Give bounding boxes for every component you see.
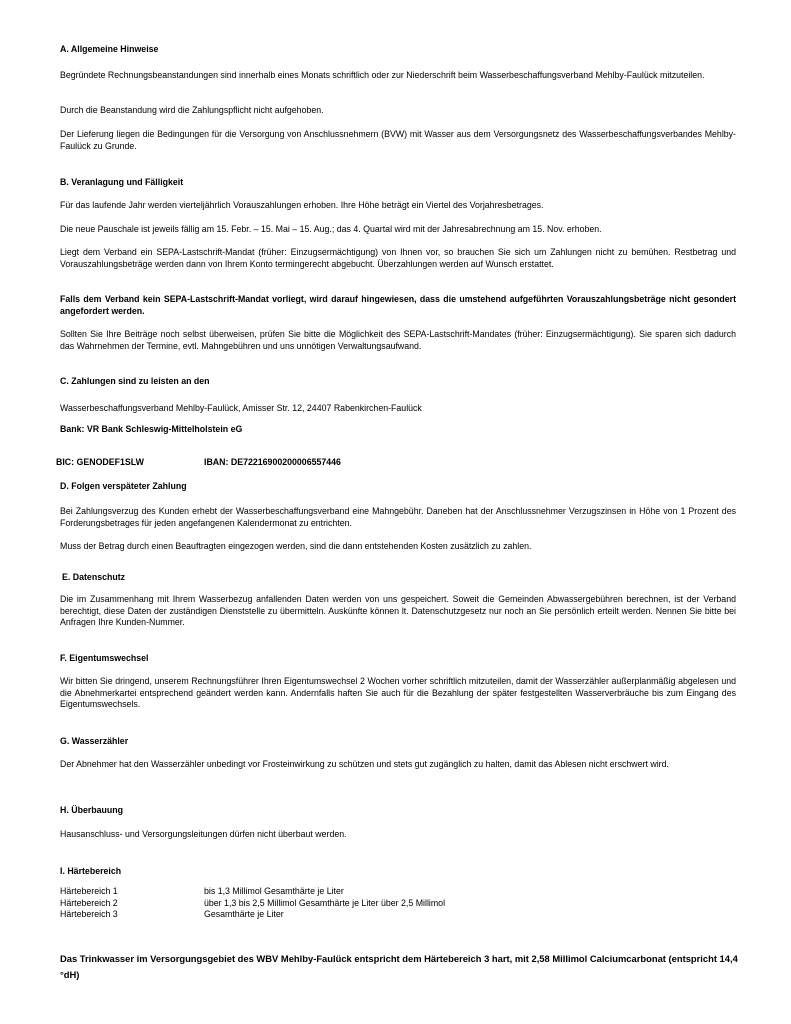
paragraph-datenschutz: Die im Zusammenhang mit Ihrem Wasserbezug anfallenden Daten werden von uns gespeichert. Soweit die Gemeinden Abwassergebühren berechnen, ist der Verband berechtigt, diese Daten der zuständigen Dienststelle zu übermitteln. Auskünfte können lt. Datenschutzgesetz nur noch an Sie persönlich erteilt werden. Nennen Sie bitte bei Anfragen Ihre Kunden-Nummer. — [60, 594, 736, 628]
haertebereich-label: Härtebereich 1 — [60, 886, 118, 896]
haertebereich-value: bis 1,3 Millimol Gesamthärte je Liter — [204, 886, 344, 896]
payee-address: Wasserbeschaffungsverband Mehlby-Faulück, Amisser Str. 12, 24407 Rabenkirchen-Faulück — [60, 403, 422, 413]
haertebereich-label: Härtebereich 2 — [60, 898, 118, 908]
heading-datenschutz: E. Datenschutz — [62, 572, 126, 582]
heading-allgemeine-hinweise: A. Allgemeine Hinweise — [60, 44, 159, 54]
iban-code: IBAN: DE72216900200006557446 — [204, 457, 341, 467]
heading-veranlagung: B. Veranlagung und Fälligkeit — [60, 177, 184, 187]
bic-code: BIC: GENODEF1SLW — [56, 457, 144, 467]
paragraph-beanstandungen: Begründete Rechnungsbeanstandungen sind innerhalb eines Monats schriftlich oder zur Niederschrift beim Wasserbeschaffungsverband Mehlby-Faulück mitzuteilen. — [60, 70, 705, 80]
haertebereich-value: über 1,3 bis 2,5 Millimol Gesamthärte je Liter über 2,5 Millimol — [204, 898, 446, 908]
heading-wasserzaehler: G. Wasserzähler — [60, 736, 129, 746]
haertebereich-value: Gesamthärte je Liter — [204, 909, 284, 919]
paragraph-trinkwasser-haerte: Das Trinkwasser im Versorgungsgebiet des WBV Mehlby-Faulück entspricht dem Härtebereich 3 hart, mit 2,58 Millimol Calciumcarbonat (entspricht 14,4 °dH) — [60, 953, 738, 980]
paragraph-beauftragter: Muss der Betrag durch einen Beauftragten eingezogen werden, sind die dann entstehenden Kosten zusätzlich zu zahlen. — [60, 541, 532, 551]
paragraph-vorauszahlungen: Für das laufende Jahr werden vierteljährlich Vorauszahlungen erhoben. Ihre Höhe beträgt ein Viertel des Vorjahresbetrages. — [60, 200, 544, 210]
paragraph-eigentumswechsel: Wir bitten Sie dringend, unserem Rechnungsführer Ihren Eigentumswechsel 2 Wochen vorher schriftlich mitzuteilen, damit der Wasserzähler außerplanmäßig abgelesen und die Abnehmerkartei entsprechend geändert werden kann. Andernfalls haften Sie auch für die Bezahlung der später festgestellten Wasserverbräuche bis zum Eingang des Eigentumswechsels. — [60, 676, 736, 710]
heading-zahlungen: C. Zahlungen sind zu leisten an den — [60, 376, 210, 386]
heading-folgen-verspaeteter-zahlung: D. Folgen verspäteter Zahlung — [60, 481, 187, 491]
heading-haertebereich: I. Härtebereich — [60, 866, 122, 876]
paragraph-selbst-ueberweisen: Sollten Sie Ihre Beiträge noch selbst überweisen, prüfen Sie bitte die Möglichkeit des SEPA-Lastschrift-Mandates (früher: Einzugsermächtigung). Sie sparen sich dadurch das Wahrnehmen der Termine, evtl. Mahngebühren und uns unnötigen Verwaltungsaufwand. — [60, 329, 736, 351]
bank-name: Bank: VR Bank Schleswig-Mittelholstein eG — [60, 424, 243, 434]
paragraph-ueberbauung: Hausanschluss- und Versorgungsleitungen dürfen nicht überbaut werden. — [60, 829, 347, 839]
paragraph-sepa-mandat: Liegt dem Verband ein SEPA-Lastschrift-Mandat (früher: Einzugsermächtigung) von Ihnen vor, so brauchen Sie sich um Zahlungen nicht zu bemühen. Restbetrag und Vorauszahlungsbeträge werden dann von Ihrem Konto termingerecht abgebucht. Überzahlungen werden auf Wunsch erstattet. — [60, 247, 736, 269]
paragraph-bedingungen: Der Lieferung liegen die Bedingungen für die Versorgung von Anschlussnehmern (BVW) mit Wasser aus dem Versorgungsnetz des Wasserbeschaffungsverbandes Mehlby-Faulück zu Grunde. — [60, 129, 736, 151]
heading-ueberbauung: H. Überbauung — [60, 805, 124, 815]
paragraph-pauschale: Die neue Pauschale ist jeweils fällig am 15. Febr. – 15. Mai – 15. Aug.; das 4. Quartal wird mit der Jahresabrechnung am 15. Nov. erhoben. — [60, 224, 602, 234]
paragraph-wasserzaehler: Der Abnehmer hat den Wasserzähler unbedingt vor Frosteinwirkung zu schützen und stets gut zugänglich zu halten, damit das Ablesen nicht erschwert wird. — [60, 759, 669, 769]
paragraph-zahlungspflicht: Durch die Beanstandung wird die Zahlungspflicht nicht aufgehoben. — [60, 105, 324, 115]
paragraph-mahngebuehr: Bei Zahlungsverzug des Kunden erhebt der Wasserbeschaffungsverband eine Mahngebühr. Daneben hat der Anschlussnehmer Verzugszinsen in Höhe von 1 Prozent des Forderungsbetrages für jeden angefangenen Kalendermonat zu entrichten. — [60, 506, 736, 528]
haertebereich-label: Härtebereich 3 — [60, 909, 118, 919]
heading-eigentumswechsel: F. Eigentumswechsel — [60, 653, 149, 663]
paragraph-kein-mandat: Falls dem Verband kein SEPA-Lastschrift-Mandat vorliegt, wird darauf hingewiesen, dass die umstehend aufgeführten Vorauszahlungsbeträge nicht gesondert angefordert werden. — [60, 294, 736, 316]
